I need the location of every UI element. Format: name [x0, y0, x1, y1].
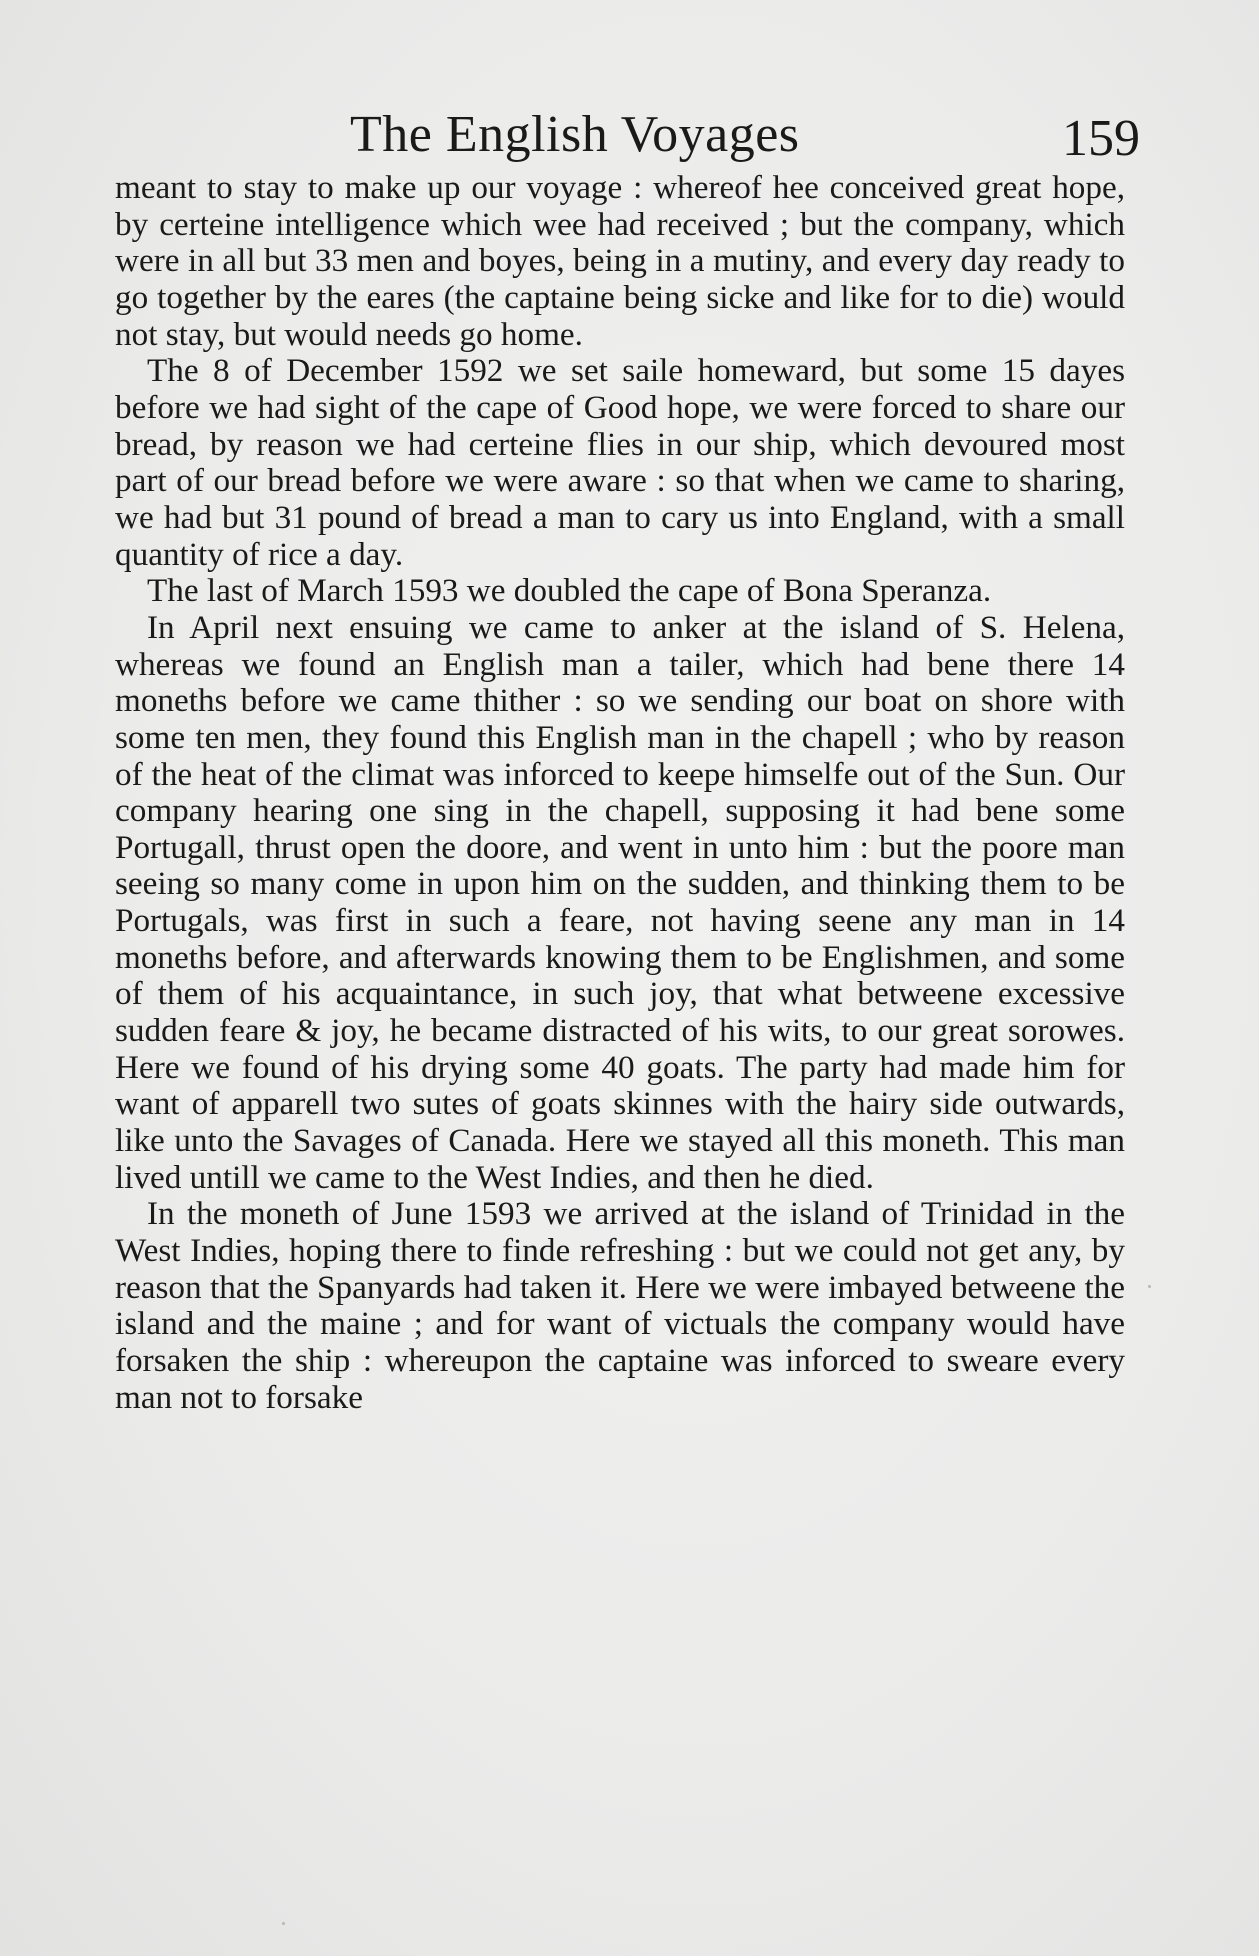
running-title: The English Voyages: [350, 106, 800, 163]
page-header: [350, 100, 1140, 170]
paper-speck: [282, 1922, 285, 1925]
paragraph-saint-helena: In April next ensuing we came to anker at the island of S. Helena, whereas we found an English man a tailer, which had bene there 14 moneths before we came thither : so we sending our boat on shore with some ten men, they found this English man in the chapell ; who by reason of the heat of the climat was inforced to keepe himselfe out of the Sun. Our company hearing one sing in the chapell, supposing it had bene some Portugall, thrust open the doore, and went in unto him : but the poore man seeing so many come in upon him on the sudden, and thinking them to be Portugals, was first in such a feare, not having seene any man in 14 moneths before, and afterwards knowing them to be Englishmen, and some of them of his acquaintance, in such joy, that what betweene excessive sudden feare & joy, he became distracted of his wits, to our great sorowes. Here we found of his drying some 40 goats. The party had made him for want of apparell two sutes of goats skinnes with the hairy side outwards, like unto the Savages of Canada. Here we stayed all this moneth. This man lived untill we came to the West Indies, and then he died.: [115, 608, 1125, 1196]
paragraph-trinidad: In the moneth of June 1593 we arrived at the island of Trinidad in the West Indies, hoping there to finde refreshing : but we could not get any, by reason that the Spanyards had taken it. Here we were imbayed betweene the island and the maine ; and for want of victuals the company would have forsaken the ship : whereupon the captaine was inforced to sweare every man not to forsake: [115, 1195, 1125, 1416]
paragraph-homeward-december: The 8 of December 1592 we set saile homeward, but some 15 dayes before we had sight of the cape of Good hope, we were forced to share our bread, by reason we had certeine flies in our ship, which devoured most part of our bread before we were aware : so that when we came to sharing, we had but 31 pound of bread a man to cary us into England, with a small quantity of rice a day.: [115, 352, 1125, 573]
body-text: [115, 170, 1125, 1416]
paper-speck: [1148, 1285, 1151, 1288]
paragraph-voyage-continuation: meant to stay to make up our voyage : whereof hee conceived great hope, by certeine intelligence which wee had received ; but the company, which were in all but 33 men and boyes, being in a mutiny, and every day ready to go together by the eares (the captaine being sicke and like for to die) would not stay, but would needs go home.: [115, 169, 1125, 353]
paragraph-cape-bona-speranza: The last of March 1593 we doubled the cape of Bona Speranza.: [147, 572, 992, 610]
page-number: 159: [1062, 110, 1140, 167]
